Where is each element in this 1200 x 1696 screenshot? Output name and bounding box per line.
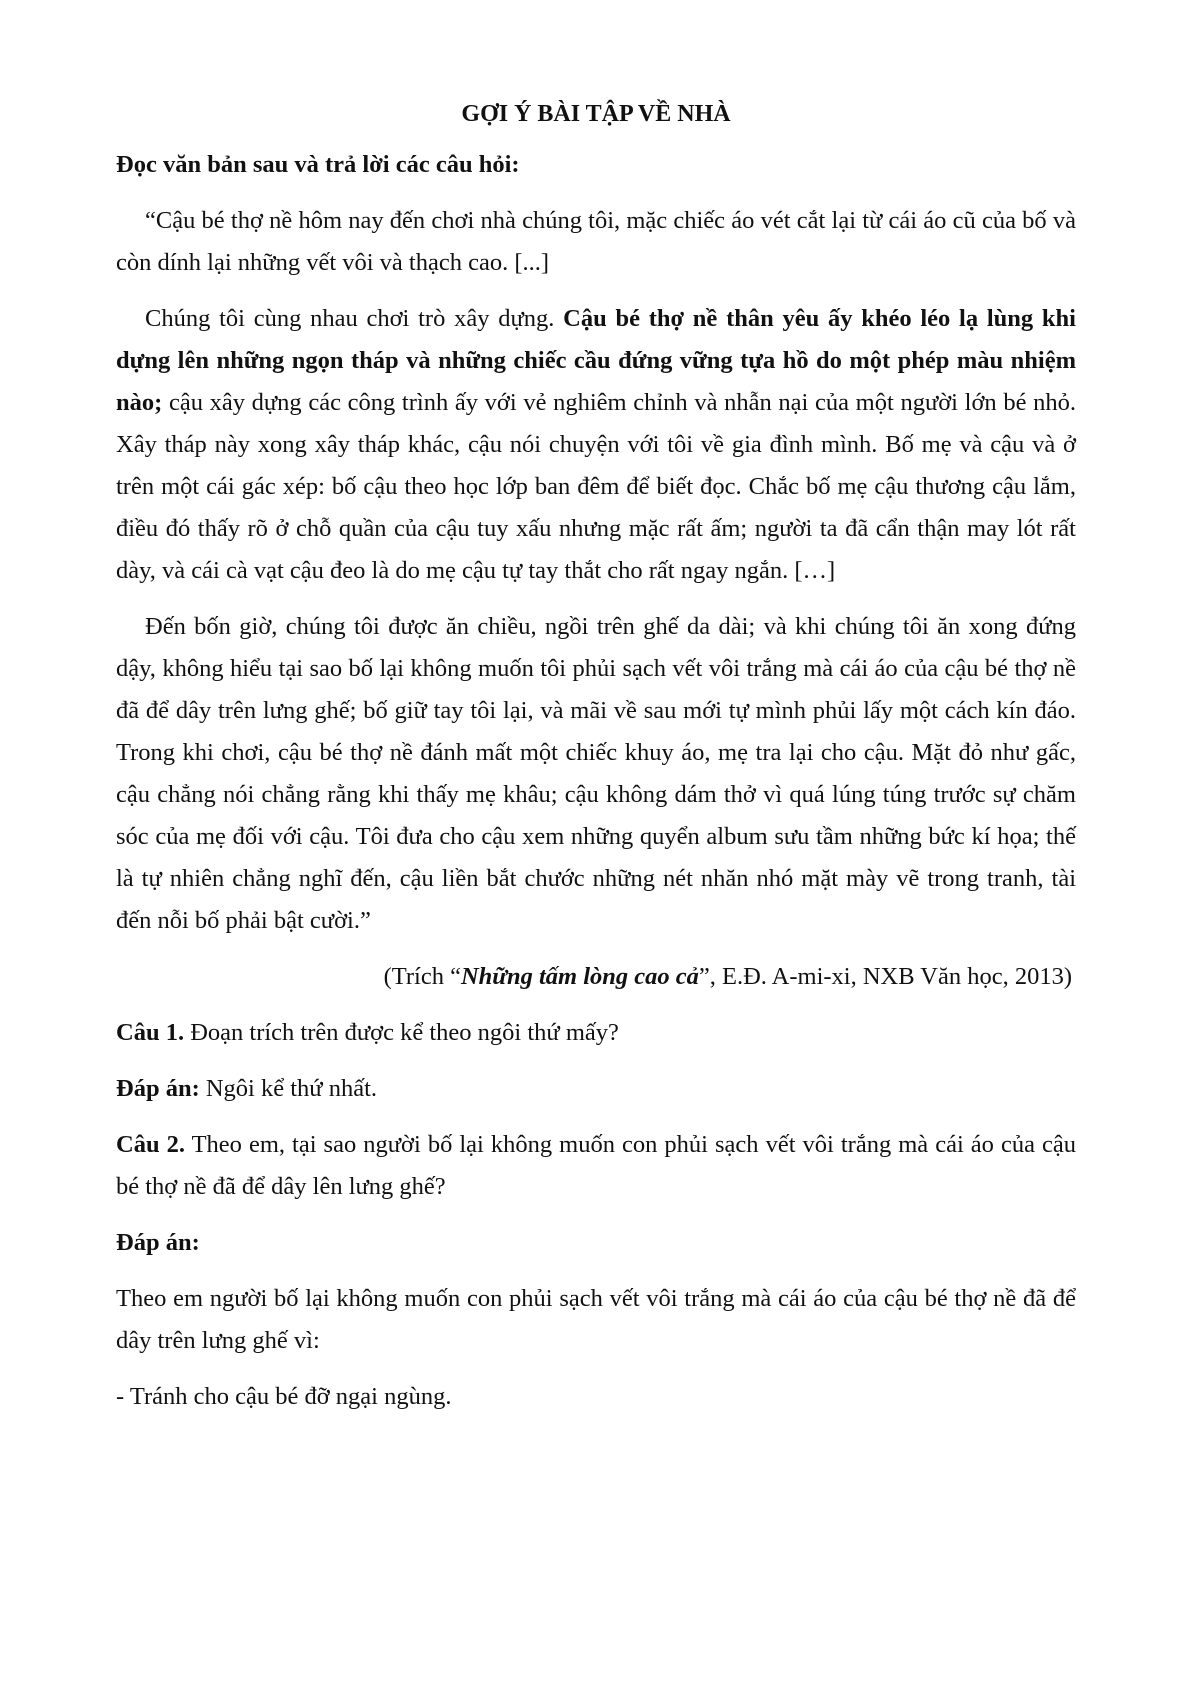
source-book-title: Những tấm lòng cao cả (460, 963, 699, 990)
question-1-label: Câu 1. (116, 1019, 185, 1046)
source-citation (116, 956, 1076, 998)
question-2-label: Câu 2. (116, 1131, 185, 1158)
passage-paragraph-2-start: Chúng tôi cùng nhau chơi trò xây dựng. (145, 305, 564, 332)
answer-2-text: Theo em người bố lại không muốn con phủi sạch vết vôi trắng mà cái áo của cậu bé thợ nề đã để dây trên lưng ghế vì: (116, 1285, 1076, 1354)
question-2-text: Theo em, tại sao người bố lại không muốn con phủi sạch vết vôi trắng mà cái áo của cậu bé thợ nề đã để dây lên lưng ghế? (116, 1131, 1076, 1200)
answer-2-label-line (116, 1222, 1076, 1264)
page-title: GỢI Ý BÀI TẬP VỀ NHÀ (461, 101, 731, 127)
instruction-heading: Đọc văn bản sau và trả lời các câu hỏi: (116, 151, 520, 178)
passage-paragraph-2-bold: Cậu bé thợ nề thân yêu ấy khéo léo lạ lùng khi dựng lên những ngọn tháp và những chiếc cầu đứng vững tựa hồ do một phép màu nhiệm nào; (116, 305, 1076, 416)
passage-paragraph-1: “Cậu bé thợ nề hôm nay đến chơi nhà chúng tôi, mặc chiếc áo vét cắt lại từ cái áo cũ của bố và còn dính lại những vết vôi và thạch cao. [...] (116, 207, 1076, 276)
passage-paragraph-2 (116, 298, 1076, 592)
answer-1-text: Ngôi kể thứ nhất. (199, 1075, 378, 1102)
passage-paragraph-3: Đến bốn giờ, chúng tôi được ăn chiều, ngồi trên ghế da dài; và khi chúng tôi ăn xong đứng dậy, không hiểu tại sao bố lại không muốn tôi phủi sạch vết vôi trắng mà cái áo của cậu bé thợ nề đã để dây trên lưng ghế; bố giữ tay tôi lại, và mãi về sau mới tự mình phủi lấy một cách kín đáo. Trong khi chơi, cậu bé thợ nề đánh mất một chiếc khuy áo, mẹ tra lại cho cậu. Mặt đỏ như gấc, cậu chẳng nói chẳng rằng khi thấy mẹ khâu; cậu không dám thở vì quá lúng túng trước sự chăm sóc của mẹ đối với cậu. Tôi đưa cho cậu xem những quyển album sưu tầm những bức kí họa; thế là tự nhiên chẳng nghĩ đến, cậu liền bắt chước những nét nhăn nhó mặt mày vẽ trong tranh, tài đến nỗi bố phải bật cười.” (116, 613, 1076, 934)
question-1-text: Đoạn trích trên được kể theo ngôi thứ mấy? (184, 1019, 619, 1046)
question-2 (116, 1124, 1076, 1208)
passage-paragraph-2-end: cậu xây dựng các công trình ấy với vẻ nghiêm chỉnh và nhẫn nại của một người lớn bé nhỏ. Xây tháp này xong xây tháp khác, cậu nói chuyện với tôi về gia đình mình. Bố mẹ và cậu và ở trên một cái gác xép: bố cậu theo học lớp ban đêm để biết đọc. Chắc bố mẹ cậu thương cậu lắm, điều đó thấy rõ ở chỗ quần của cậu tuy xấu nhưng mặc rất ấm; người ta đã cẩn thận may lót rất dày, và cái cà vạt cậu đeo là do mẹ cậu tự tay thắt cho rất ngay ngắn. […] (116, 389, 1076, 584)
document-content (116, 93, 1076, 1432)
answer-2-label: Đáp án: (116, 1229, 200, 1256)
source-suffix: ”, E.Đ. A-mi-xi, NXB Văn học, 2013) (698, 963, 1072, 990)
answer-1 (116, 1068, 1076, 1110)
answer-2-bullet-1: - Tránh cho cậu bé đỡ ngại ngùng. (116, 1383, 452, 1410)
source-prefix: (Trích “ (383, 963, 461, 990)
question-1 (116, 1012, 1076, 1054)
answer-1-label: Đáp án: (116, 1075, 200, 1102)
